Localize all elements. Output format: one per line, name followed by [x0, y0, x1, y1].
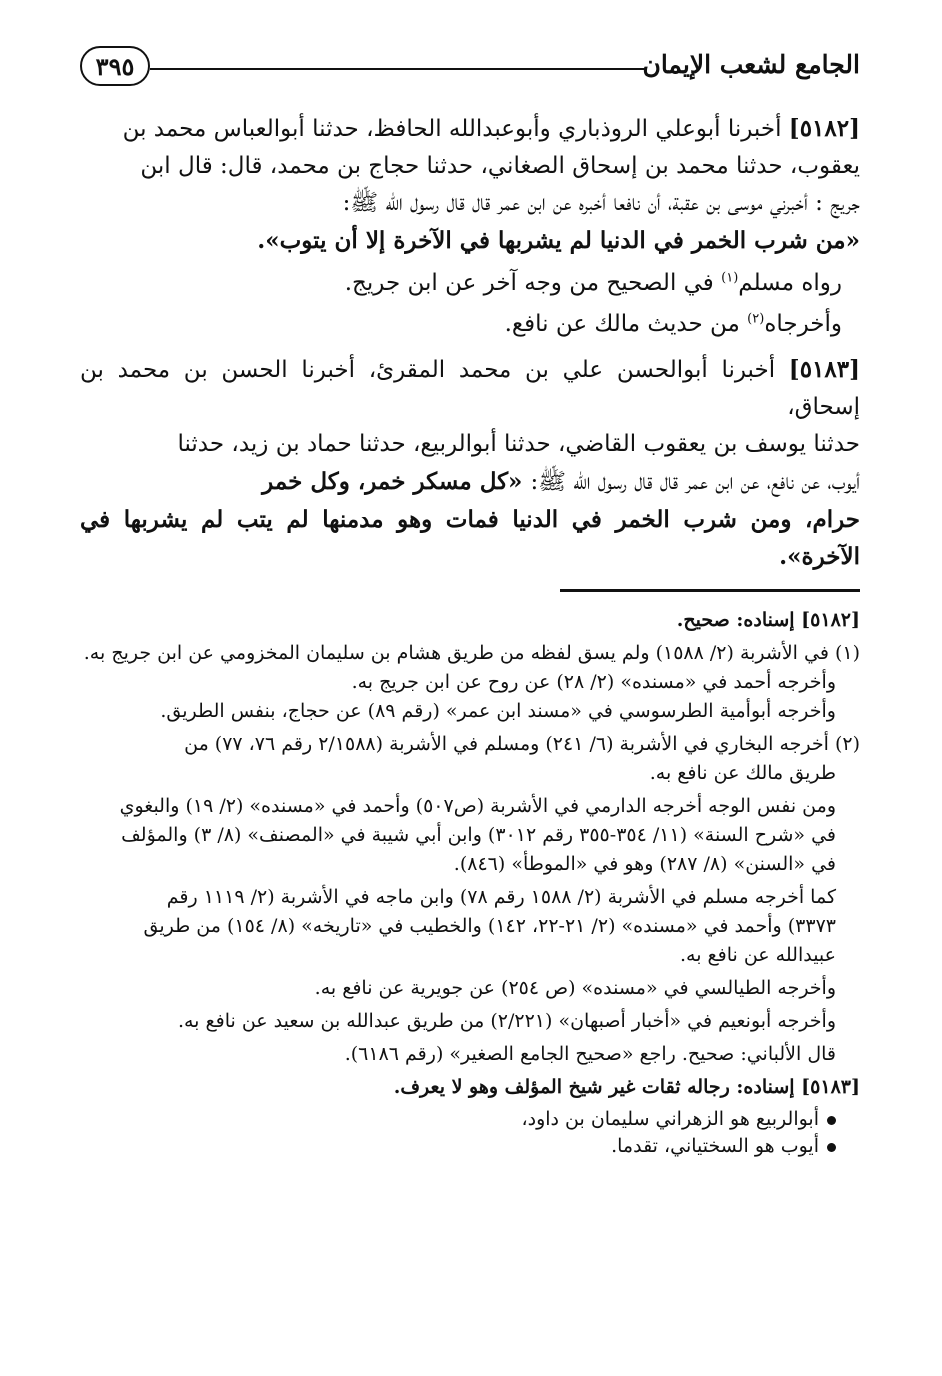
footnote-paragraph: كما أخرجه مسلم في الأشربة (٢/ ١٥٨٨ رقم ٧٨) وابن ماجه في الأشربة (٢/ ١١١٩ رقم ٣٣٧٣) وأحمد في «مسنده» (٢/ ٢١-٢٢، ١٤٢) والخطيب في «تاريخه» (٨/ ١٥٤) من طريق عبيدالله عن نافع به.: [143, 886, 836, 966]
isnad-line: يعقوب، حدثنا محمد بن إسحاق الصغاني، حدثنا حجاج بن محمد، قال: قال ابن: [140, 153, 860, 179]
page-number: ٣٩٥: [80, 46, 150, 86]
main-text: [80, 110, 860, 575]
footnote-ref[interactable]: (٢): [747, 311, 765, 327]
footnote-paragraph: قال الألباني: صحيح. راجع «صحيح الجامع الصغير» (رقم ٦١٨٦).: [344, 1043, 836, 1065]
hadith-matn: «من شرب الخمر في الدنيا لم يشربها في الآخرة إلا أن يتوب».: [257, 227, 860, 254]
footnote-paragraph: وأخرجه الطيالسي في «مسنده» (ص ٢٥٤) عن جويرية عن نافع به.: [314, 977, 836, 999]
narration-note: رواه مسلم$^{(١)}$ في الصحيح من وجه آخر عن ابن جريج.: [344, 270, 842, 296]
narration-note: وأخرجاه$^{(٢)}$ من حديث مالك عن نافع.: [504, 311, 842, 337]
footnotes: [80, 606, 860, 1160]
footnote-2: (٢) أخرجه البخاري في الأشربة (٦/ ٢٤١) ومسلم في الأشربة (٢/١٥٨٨ رقم ٧٦، ٧٧) من طريق مالك عن نافع به.: [184, 733, 860, 784]
footnote-paragraph: ومن نفس الوجه أخرجه الدارمي في الأشربة (ص٥٠٧) وأحمد في «مسنده» (٢/ ١٩) والبغوي في «شرح السنة» (١١/ ٣٥٤-٣٥٥ رقم ٣٠١٢) وابن أبي شيبة في «المصنف» (٨/ ٣) والمؤلف في «السنن» (٨/ ٢٨٧) وهو في «الموطأ» (٨٤٦).: [119, 795, 836, 875]
hadith-matn: «كل مسكر خمر، وكل خمر: [262, 468, 531, 495]
isnad-line: أيوب، عن نافع، عن ابن عمر قال قال رسول الله ﷺ:: [530, 469, 860, 495]
footnote-ref[interactable]: (١): [721, 270, 739, 286]
footnote-5182-grade: [٥١٨٢] إسناده: صحيح.: [676, 609, 860, 631]
footnote-1: (١) في الأشربة (٢/ ١٥٨٨) ولم يسق لفظه من طريق هشام بن سليمان المخزومي عن ابن جريج به. وأخرجه أحمد في «مسنده» (٢/ ٢٨) عن روح عن ابن جريج به. وأخرجه أبوأمية الطرسوسي في «مسند ابن عمر» (رقم ٨٩) عن حجاج، بنفس الطريق.: [83, 642, 860, 722]
isnad-line: أخبرنا أبوالحسن علي بن محمد المقرئ، أخبرنا الحسن بن محمد بن إسحاق،: [80, 357, 860, 420]
list-item: أيوب هو السختياني، تقدما.: [80, 1133, 836, 1160]
footnote-divider: [560, 589, 860, 592]
list-item: أبوالربيع هو الزهراني سليمان بن داود،: [80, 1106, 836, 1133]
footnote-paragraph: وأخرجه أبونعيم في «أخبار أصبهان» (٢/٢٢١) من طريق عبدالله بن سعيد عن نافع به.: [177, 1010, 836, 1032]
hadith-number: [٥١٨٢]: [788, 115, 860, 142]
hadith-number: [٥١٨٣]: [788, 356, 860, 383]
header-rule: [150, 68, 645, 70]
footnote-5183-grade: [٥١٨٣] إسناده: رجاله ثقات غير شيخ المؤلف وهو لا يعرف.: [393, 1076, 860, 1098]
bullet-icon: [827, 1116, 836, 1125]
page-header: [80, 40, 860, 96]
hadith-5183: [80, 351, 860, 575]
isnad-line: جريج : أخبرني موسى بن عقبة، أن نافعا أخبره عن ابن عمر قال قال رسول الله ﷺ:: [342, 190, 860, 216]
hadith-5182: [80, 110, 860, 259]
book-title: الجامع لشعب الإيمان: [642, 50, 860, 79]
book-page: [80, 40, 860, 1160]
hadith-matn: حرام، ومن شرب الخمر في الدنيا فمات وهو مدمنها لم يتب لم يشربها في الآخرة».: [80, 506, 860, 570]
isnad-line: أخبرنا أبوعلي الروذباري وأبوعبدالله الحافظ، حدثنا أبوالعباس محمد بن: [122, 116, 782, 142]
isnad-line: حدثنا يوسف بن يعقوب القاضي، حدثنا أبوالربيع، حدثنا حماد بن زيد، حدثنا: [177, 431, 860, 457]
narrator-notes: [80, 1106, 860, 1160]
bullet-icon: [827, 1143, 836, 1152]
